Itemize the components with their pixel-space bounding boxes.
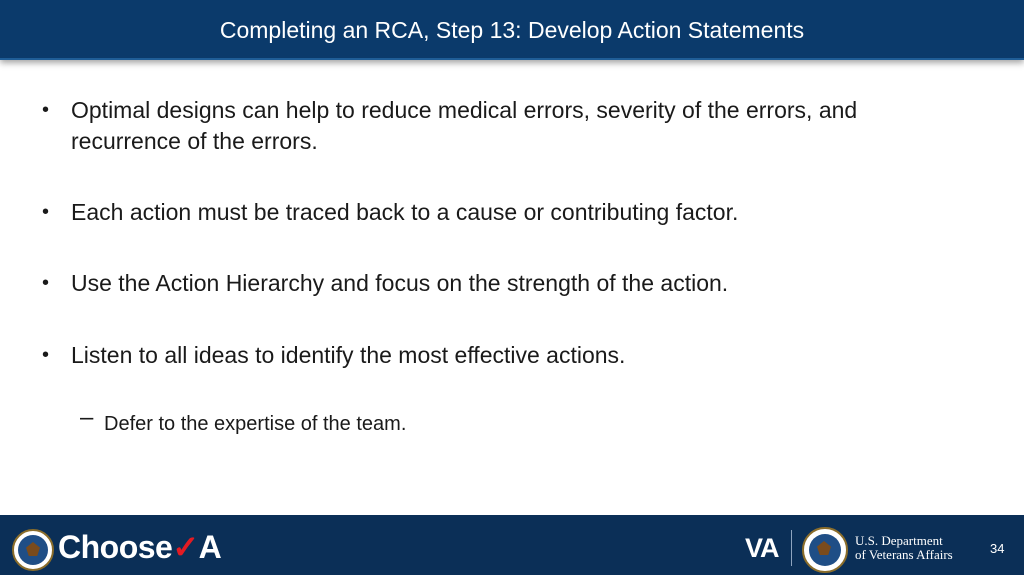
- va-seal-icon: [12, 529, 54, 571]
- bullet-glyph: •: [42, 344, 50, 366]
- va-logo: VA: [745, 533, 779, 563]
- sub-bullet-text: Defer to the expertise of the team.: [104, 413, 407, 435]
- va-seal-icon-right: [802, 527, 848, 573]
- slide-title: Completing an RCA, Step 13: Develop Action Statements: [219, 17, 805, 43]
- bullet-text: Optimal designs can help to reduce medical errors, severity of the errors, and recurrence of the errors.: [71, 97, 858, 154]
- bullet-text: Each action must be traced back to a cause or contributing factor.: [71, 199, 739, 225]
- choose-logo-text: Choose: [58, 529, 173, 565]
- bullet-glyph: •: [42, 99, 50, 121]
- bullet-glyph: •: [42, 272, 50, 294]
- department-line-2: of Veterans Affairs: [855, 547, 953, 562]
- bullet-text: Listen to all ideas to identify the most effective actions.: [71, 342, 626, 368]
- bullet-glyph: •: [42, 201, 50, 223]
- page-number: 34: [990, 541, 1005, 556]
- sub-bullet-glyph: –: [80, 404, 94, 431]
- department-name: [855, 534, 953, 562]
- department-line-1: U.S. Department: [855, 533, 943, 548]
- choose-va-logo: [58, 527, 221, 567]
- logo-divider: [791, 530, 792, 566]
- checkmark-icon: ✓: [172, 529, 199, 565]
- bullet-text: Use the Action Hierarchy and focus on the strength of the action.: [71, 270, 729, 296]
- title-bar: [0, 0, 1024, 60]
- choose-logo-suffix: A: [198, 529, 222, 565]
